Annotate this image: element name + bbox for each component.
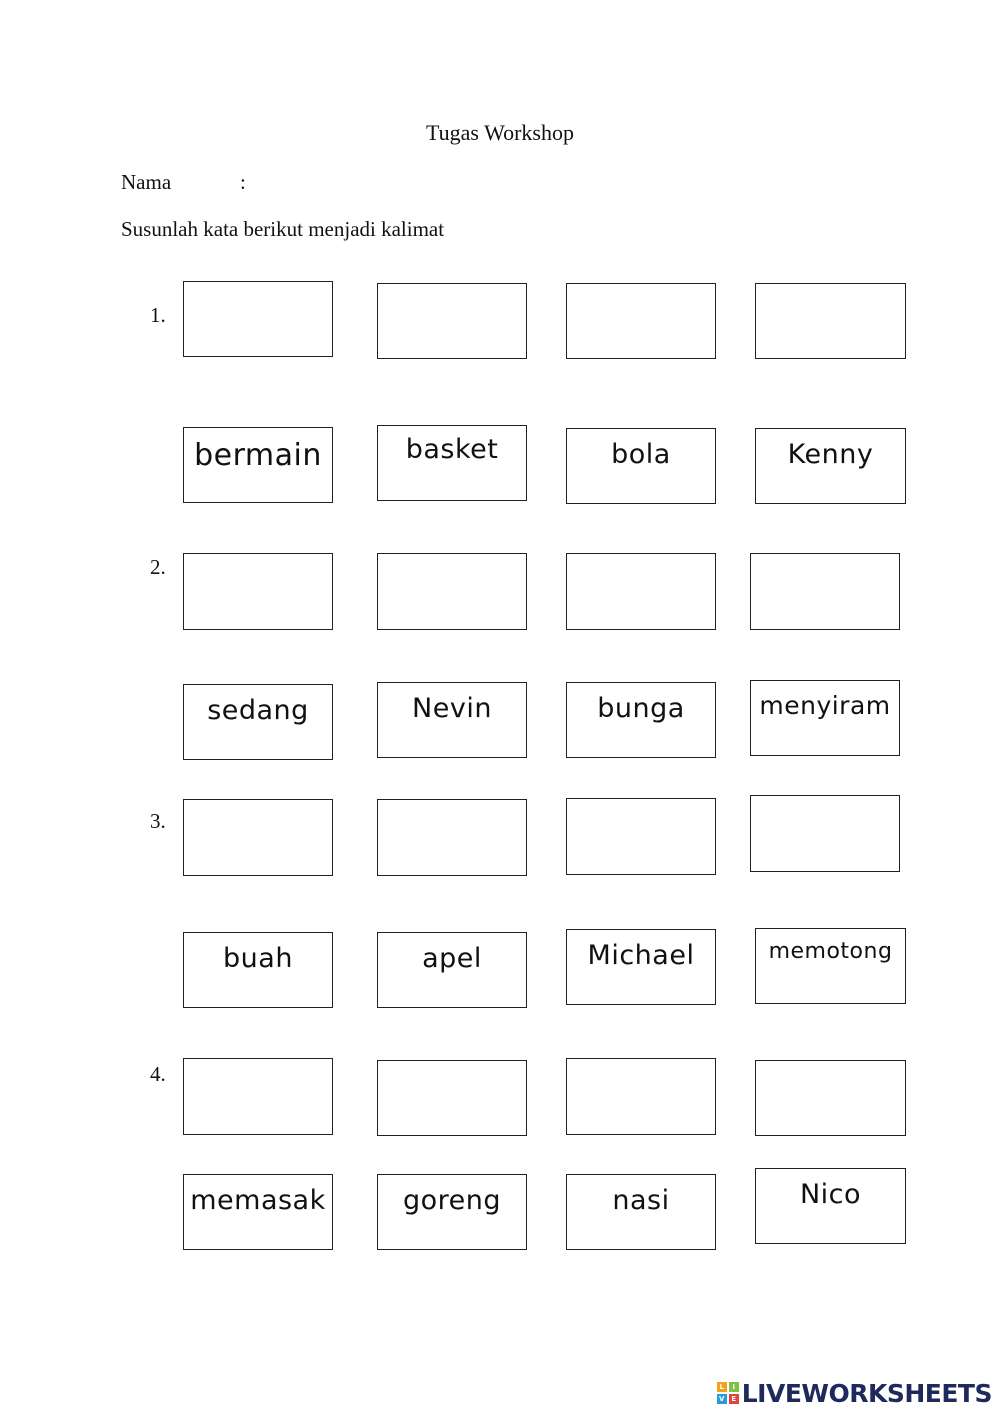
page-title: Tugas Workshop <box>426 120 574 145</box>
logo-letter-v: V <box>717 1394 727 1404</box>
word-tile-1-2[interactable]: basket <box>377 425 527 501</box>
word-tile-1-1[interactable]: bermain <box>183 427 333 503</box>
liveworksheets-grid-icon <box>717 1382 739 1404</box>
logo-letter-e: E <box>729 1394 739 1404</box>
word-tile-1-3[interactable]: bola <box>566 428 716 504</box>
liveworksheets-logo <box>717 1378 992 1408</box>
answer-box-2-3[interactable] <box>566 553 716 630</box>
word-tile-4-4[interactable]: Nico <box>755 1168 906 1244</box>
name-label: Nama <box>121 170 172 194</box>
word-tile-3-4[interactable]: memotong <box>755 928 906 1004</box>
answer-box-3-4[interactable] <box>750 795 900 872</box>
logo-letter-i: I <box>729 1382 739 1392</box>
word-tile-4-3[interactable]: nasi <box>566 1174 716 1250</box>
answer-box-1-3[interactable] <box>566 283 716 359</box>
word-tile-2-1[interactable]: sedang <box>183 684 333 760</box>
word-tile-3-1[interactable]: buah <box>183 932 333 1008</box>
answer-box-1-2[interactable] <box>377 283 527 359</box>
word-tile-2-4[interactable]: menyiram <box>750 680 900 756</box>
answer-box-3-3[interactable] <box>566 798 716 875</box>
answer-box-1-1[interactable] <box>183 281 333 357</box>
answer-box-2-4[interactable] <box>750 553 900 630</box>
question-number-2: 2. <box>150 555 166 579</box>
word-tile-2-2[interactable]: Nevin <box>377 682 527 758</box>
logo-letter-l: L <box>717 1382 727 1392</box>
answer-box-3-1[interactable] <box>183 799 333 876</box>
answer-box-4-2[interactable] <box>377 1060 527 1136</box>
question-number-4: 4. <box>150 1062 166 1086</box>
answer-box-2-2[interactable] <box>377 553 527 630</box>
word-tile-1-4[interactable]: Kenny <box>755 428 906 504</box>
name-colon: : <box>240 170 246 194</box>
answer-box-1-4[interactable] <box>755 283 906 359</box>
question-number-3: 3. <box>150 809 166 833</box>
answer-box-3-2[interactable] <box>377 799 527 876</box>
word-tile-4-2[interactable]: goreng <box>377 1174 527 1250</box>
word-tile-4-1[interactable]: memasak <box>183 1174 333 1250</box>
liveworksheets-wordmark: LIVEWORKSHEETS <box>741 1378 992 1408</box>
word-tile-3-2[interactable]: apel <box>377 932 527 1008</box>
answer-box-4-4[interactable] <box>755 1060 906 1136</box>
question-number-1: 1. <box>150 303 166 327</box>
instruction-text: Susunlah kata berikut menjadi kalimat <box>121 217 445 241</box>
answer-box-4-1[interactable] <box>183 1058 333 1135</box>
answer-box-4-3[interactable] <box>566 1058 716 1135</box>
word-tile-2-3[interactable]: bunga <box>566 682 716 758</box>
answer-box-2-1[interactable] <box>183 553 333 630</box>
word-tile-3-3[interactable]: Michael <box>566 929 716 1005</box>
